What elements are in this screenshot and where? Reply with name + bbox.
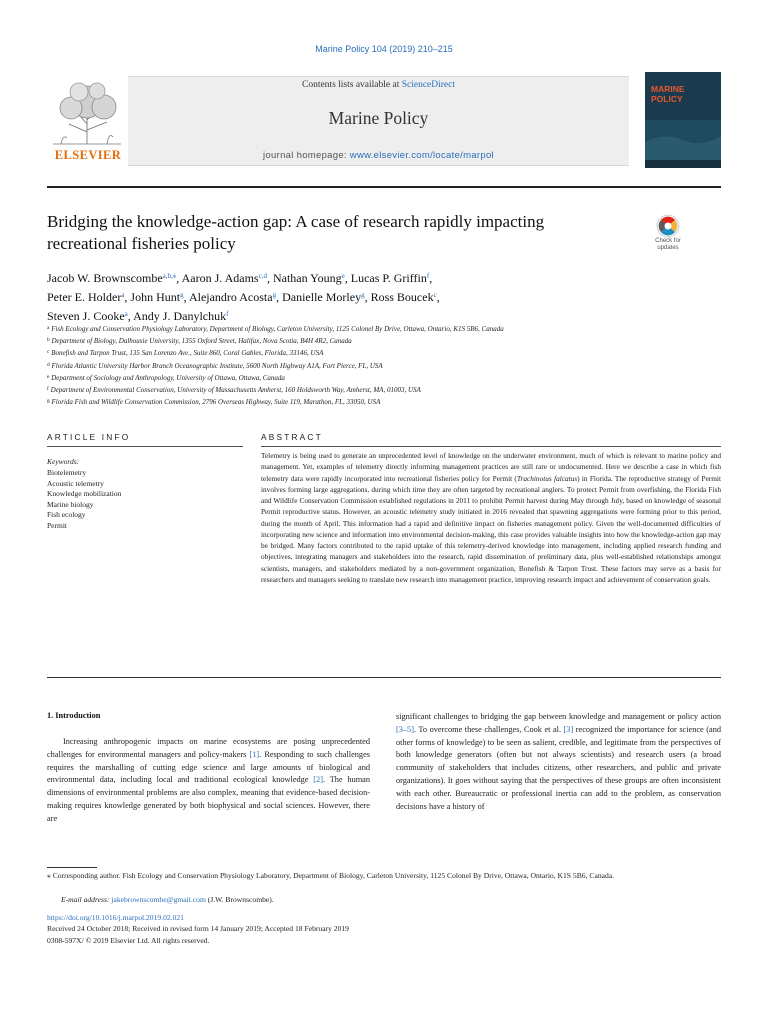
- author-affiliation-marker[interactable]: g: [361, 291, 365, 299]
- author-name: Lucas P. Griffin: [350, 271, 427, 285]
- author-line-2: Peter E. Holder$^a$, John Hunt$^g$, Alejandro Acosta$^g$, Danielle Morley$^g$, Ross Boucek$^c$,: [47, 290, 440, 304]
- keyword-item: Knowledge mobilization: [47, 489, 122, 499]
- received-dates: Received 24 October 2018; Received in revised form 14 January 2019; Accepted 18 February 2019: [47, 924, 349, 933]
- affiliation-item: $^b$ Department of Biology, Dalhousie University, 1355 Oxford Street, Halifax, Nova Scotia, B4H 4R2, Canada: [47, 337, 352, 346]
- author-name: John Hunt: [130, 290, 181, 304]
- affiliation-item: $^c$ Bonefish and Tarpon Trust, 135 San Lorenzo Ave., Suite 860, Coral Gables, Florida, 33146, USA: [47, 349, 324, 358]
- journal-name: Marine Policy: [328, 108, 429, 128]
- author-name: Peter E. Holder: [47, 290, 122, 304]
- keyword-item: Marine biology: [47, 499, 94, 509]
- section-heading-introduction: 1. Introduction: [47, 711, 101, 720]
- introduction-paragraph: Increasing anthropogenic impacts on marine ecosystems are posing unprecedented challenges for environmental managers and policy-makers [1]. Responding to such challenges requires the marshalling of cutting edge science and large amounts of biological and environmental data, including local and traditional ecological knowledge [2]. The human dimensions of environmental problems are also complex, meaning that evidence-based decision-making requires knowledge generated by both biophysical and social sciences. However, there are: [47, 737, 370, 823]
- citation-link[interactable]: [2]: [313, 775, 323, 785]
- check-for-updates-label: Check for updates: [655, 238, 681, 251]
- author-affiliation-marker[interactable]: f: [226, 310, 229, 318]
- keyword-item: Permit: [47, 521, 67, 531]
- keyword-item: Biotelemetry: [47, 468, 87, 478]
- front-matter-divider: [47, 677, 721, 678]
- author-name: Jacob W. Brownscombe: [47, 271, 163, 285]
- doi-link[interactable]: https://doi.org/10.1016/j.marpol.2019.02.021: [47, 913, 184, 922]
- affiliation-item: $^a$ Fish Ecology and Conservation Physiology Laboratory, Department of Biology, Carleton University, 1125 Colonel By Drive, Ottawa, Ontario, K1S 5B6, Canada: [47, 325, 504, 333]
- abstract-divider: [261, 446, 721, 447]
- author-line-3: Steven J. Cooke$^a$, Andy J. Danylchuk$^f$: [47, 309, 229, 323]
- affiliation-item: $^g$ Florida Fish and Wildlife Conservation Commission, 2796 Overseas Highway, Suite 119, Marathon, FL, 33050, USA: [47, 398, 381, 407]
- author-name: Ross Boucek: [370, 290, 434, 304]
- author-name: Alejandro Acosta: [188, 290, 273, 304]
- citation-link[interactable]: [3]: [563, 724, 574, 734]
- introduction-paragraph-continued: significant challenges to bridging the gap between knowledge and management or policy action [3–5]. To overcome these challenges, Cook et al. [3] recognized the importance for science (and other forms of knowledge) to be seen as salient, credible, and legitimate from the perspectives of both knowledge generators (often but not always scientists) and research users (a broad community of stakeholders that includes citizens, other researchers, and public and private organizations). It goes without saying that the perspectives of these groups are often inconsistent with each other. Bureaucratic or professional inertia can add to the problem, as conservation decisions have a history of: [396, 712, 722, 811]
- author-affiliation-marker[interactable]: g: [272, 291, 277, 299]
- author-affiliation-marker[interactable]: g: [180, 291, 184, 299]
- contents-available-line: Contents lists available at ScienceDirect: [301, 80, 455, 90]
- journal-homepage-line: journal homepage: www.elsevier.com/locate/marpol: [263, 150, 494, 161]
- author-name: Nathan Young: [272, 271, 342, 285]
- author-list: [47, 268, 667, 325]
- author-affiliation-marker[interactable]: c,d: [258, 272, 267, 280]
- author-name: Danielle Morley: [282, 290, 362, 304]
- author-email-link[interactable]: jakebrownscombe@gmail.com: [111, 895, 206, 904]
- article-info-divider: [47, 446, 243, 447]
- keywords-title: Keywords:: [47, 457, 80, 466]
- article-title: Bridging the knowledge-action gap: A case of research rapidly impacting recreational fisheries policy: [47, 212, 545, 253]
- affiliation-item: $^d$ Florida Atlantic University Harbor Branch Oceanographic Institute, 5600 North Highway A1A, Fort Pierce, FL, USA: [47, 361, 383, 370]
- affiliation-item: $^e$ Department of Sociology and Anthropology, University of Ottawa, Ottawa, Canada: [47, 373, 285, 382]
- publisher-wordmark[interactable]: ELSEVIER: [54, 148, 122, 162]
- affiliation-item: $^f$ Department of Environmental Conservation, University of Massachusetts Amherst, 160 Holdsworth Way, Amherst, MA, 01003, USA: [47, 386, 421, 395]
- journal-reference[interactable]: Marine Policy 104 (2019) 210–215: [315, 44, 453, 54]
- author-affiliation-marker[interactable]: c: [433, 291, 437, 299]
- corresponding-author-footnote: ⁎ Corresponding author. Fish Ecology and Conservation Physiology Laboratory, Department of Biology, Carleton University, 1125 Colonel By Drive, Ottawa, Ontario, K1S 5B6, Canada.: [47, 871, 615, 880]
- keyword-item: Acoustic telemetry: [47, 478, 104, 488]
- author-name: Steven J. Cooke: [47, 309, 125, 323]
- keyword-item: Fish ecology: [47, 510, 86, 520]
- keywords-block: [47, 457, 243, 532]
- article-info-heading: ARTICLE INFO: [47, 432, 131, 442]
- affiliation-list: [47, 323, 721, 408]
- author-name: Andy J. Danylchuk: [133, 309, 227, 323]
- author-name: Aaron J. Adams: [181, 271, 259, 285]
- email-footnote: E-mail address: jakebrownscombe@gmail.com (J.W. Brownscombe).: [61, 895, 274, 904]
- cover-title: MARINE POLICY: [651, 84, 685, 104]
- abstract-heading: ABSTRACT: [261, 432, 323, 442]
- species-name: Trachinotus falcatus: [516, 473, 578, 483]
- citation-link[interactable]: [3–5]: [396, 724, 414, 734]
- header-divider: [47, 186, 721, 188]
- journal-homepage-link[interactable]: www.elsevier.com/locate/marpol: [349, 150, 494, 161]
- abstract-text: Telemetry is being used to generate an unprecedented level of knowledge on the underwater environment, much of which is relevant to marine policy and management. Yet, examples of telemetry directly informing management practices are still rare or undocumented. Here we describe a case in which fish telemetry data were rapidly incorporated into recreational fisheries policy for Permit (Trachinotus falcatus) in Florida. The reproductive strategy of Permit involves forming large aggregations, during which time they are often targeted by recreational anglers. To protect Permit from overfishing, the Florida Fish and Wildlife Conservation Commission established regulations in 2011 to prohibit Permit harvest during May through July, based on knowledge of seasonal Permit reproductive status. However, an acoustic telemetry study initiated in 2016 revealed that spawning aggregations were forming prior to this period, during the month of April. This information had a rapid and definitive impact on fisheries management policy. Given the well-documented difficulties of incorporating new science and information into environmental decision-making, this case provides valuable insights into how the knowledge-action gap may be bridged. Many factors contributed to the rapid uptake of this telemetry-derived knowledge into management, including applied research funding and objectives, integrating managers and stakeholders into the research, rapid dissemination of preliminary data, plus well-established relationships amongst scientists, managers, and stakeholders mediated by a non-government organization, Bonefish & Tarpon Trust. These factors may serve as a basis for researchers and managers seeking to translate new research into management practice, improving research impact and achievement of conservation goals.: [261, 451, 721, 584]
- author-line-1: Jacob W. Brownscombe$^{a,b,⁎}$, Aaron J. Adams$^{c,d}$, Nathan Young$^e$, Lucas P. Griffin$^f$,: [47, 271, 433, 285]
- footnote-divider: [47, 867, 97, 868]
- sciencedirect-link[interactable]: ScienceDirect: [401, 80, 455, 90]
- copyright-notice: 0308-597X/ © 2019 Elsevier Ltd. All rights reserved.: [47, 936, 210, 945]
- author-affiliation-marker[interactable]: a,b,⁎: [162, 272, 177, 280]
- author-affiliation-marker[interactable]: a: [124, 310, 128, 318]
- author-affiliation-marker[interactable]: f: [426, 272, 430, 280]
- citation-link[interactable]: [1]: [249, 749, 260, 759]
- author-affiliation-marker[interactable]: e: [341, 272, 345, 280]
- author-affiliation-marker[interactable]: a: [121, 291, 125, 299]
